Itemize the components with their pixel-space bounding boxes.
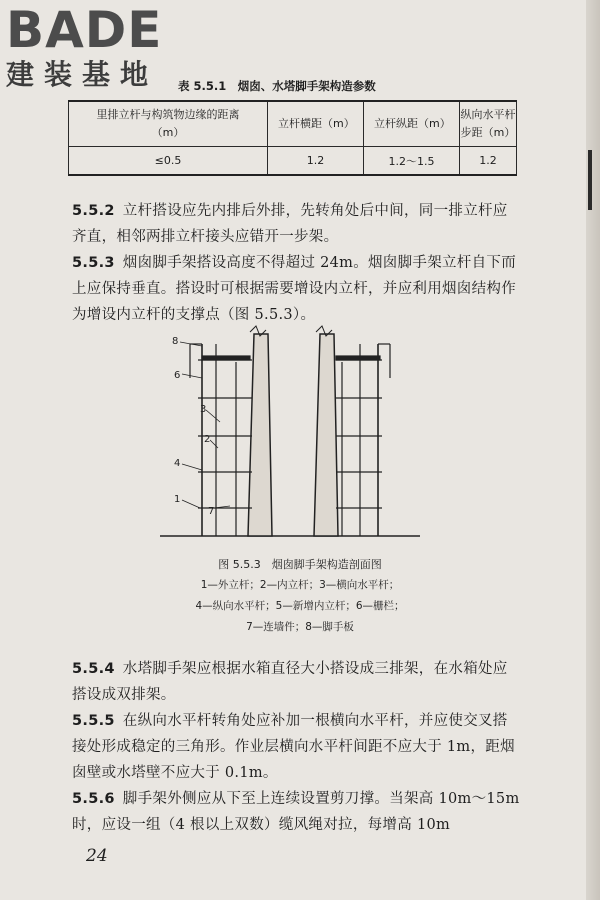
clause-text: 脚手架外侧应从下至上连续设置剪刀撑。当架高 10m～15m 时，应设一组（4 根以上双数）缆风绳对拉，每增高 10m — [72, 791, 520, 833]
figure-label: 8 — [172, 336, 179, 347]
figure-legend-line: 7—连墙件；8—脚手板 — [246, 621, 354, 633]
clause-text: 水塔脚手架应根据水箱直径大小搭设成三排架，在水箱处应搭设成双排架。 — [72, 661, 508, 703]
figure-label: 2 — [204, 434, 211, 445]
clause-number: 5.5.4 — [72, 661, 115, 677]
clause-5-5-3 — [72, 250, 522, 328]
page-number: 24 — [86, 846, 108, 866]
table-header-cell: 纵向水平杆步距（m） — [460, 101, 517, 147]
clause-number: 5.5.6 — [72, 791, 115, 807]
table-title: 表 5.5.1 烟囱、水塔脚手架构造参数 — [178, 79, 376, 93]
clause-number: 5.5.2 — [72, 203, 115, 219]
table-header-cell: 立杆横距（m） — [268, 101, 364, 147]
table-cell: 1.2 — [268, 147, 364, 176]
figure-label: 1 — [174, 494, 181, 505]
figure-caption: 图 5.5.3 烟囱脚手架构造剖面图 — [218, 558, 382, 571]
page-edge-shadow — [586, 0, 600, 900]
clause-text: 烟囱脚手架搭设高度不得超过 24m。烟囱脚手架立杆自下而上应保持垂直。搭设时可根据需要增设内立杆，并应利用烟囱结构作为增设内立杆的支撑点（图 5.5.3）。 — [72, 255, 517, 323]
table-cell: 1.2 — [460, 147, 517, 176]
clause-text: 在纵向水平杆转角处应补加一根横向水平杆，并应使交叉搭接处形成稳定的三角形。作业层横向水平杆间距不应大于 1m，距烟囱壁或水塔壁不应大于 0.1m。 — [72, 713, 515, 781]
figure-legend-line: 1—外立杆；2—内立杆；3—横向水平杆； — [200, 579, 400, 591]
clause-number: 5.5.5 — [72, 713, 115, 729]
table-header-cell: 立杆纵距（m） — [364, 101, 460, 147]
binding-mark — [588, 150, 592, 210]
clause-5-5-5 — [72, 708, 522, 786]
clause-5-5-2 — [72, 198, 522, 250]
table-row — [69, 147, 517, 176]
parameter-table — [68, 100, 517, 176]
figure-label: 4 — [174, 458, 181, 469]
figure-label: 6 — [174, 370, 181, 381]
logo-subtitle: 建装基地 — [6, 58, 159, 91]
clause-5-5-4 — [72, 656, 522, 708]
figure-label: 7 — [208, 506, 215, 517]
table-header-cell: 里排立杆与构筑物边缘的距离（m） — [69, 101, 268, 147]
clause-5-5-6 — [72, 786, 522, 838]
logo-text: BADE — [6, 1, 163, 59]
table-cell: 1.2～1.5 — [364, 147, 460, 176]
table-cell: ≤0.5 — [69, 147, 268, 176]
clause-text: 立杆搭设应先内排后外排，先转角处后中间，同一排立杆应齐直，相邻两排立杆接头应错开一步架。 — [72, 203, 508, 245]
figure-legend-line: 4—纵向水平杆；5—新增内立杆；6—栅栏； — [195, 600, 405, 612]
brand-logo — [6, 1, 176, 92]
figure-label: 3 — [200, 404, 207, 415]
section-drawing — [160, 322, 420, 552]
clause-number: 5.5.3 — [72, 255, 115, 271]
chimney-scaffold-figure — [160, 322, 420, 552]
